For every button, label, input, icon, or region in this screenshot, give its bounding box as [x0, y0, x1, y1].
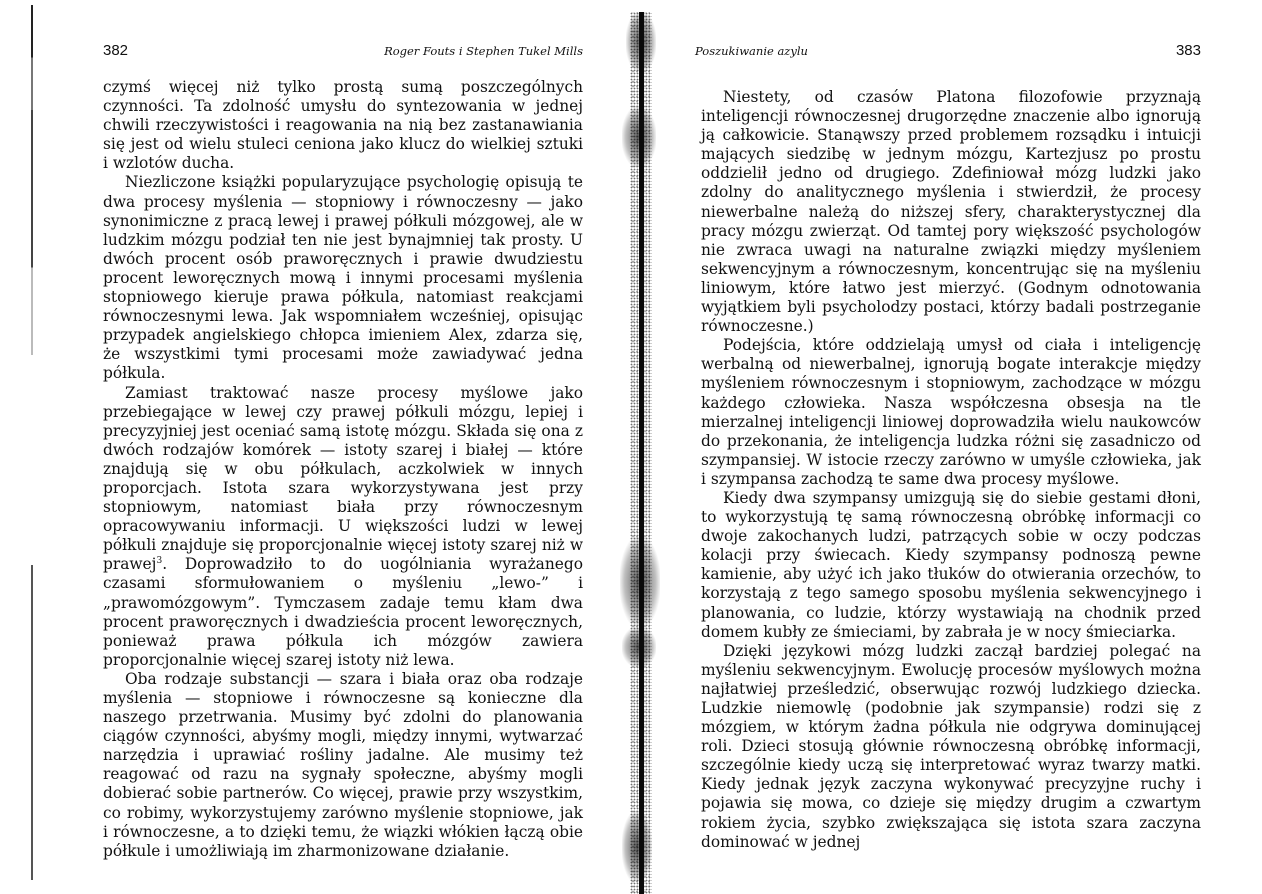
- scan-page-edge-line: [31, 5, 33, 880]
- paragraph: Niezliczone książki popularyzujące psychologię opisują te dwa procesy myślenia — stopniowy i równoczesny — jako synonimiczne z pracą lewej i prawej półkuli mózgowej, ale w ludzkim mózgu podział ten nie jest bynajmniej tak prosty. U dwóch procent osób praworęcznych i prawie dwudziestu procent leworęcznych mową i innymi procesami myślenia stopniowego kieruje prawa półkula, natomiast reakcjami równoczesnymi lewa. Jak wspomniałem wcześniej, opisując przypadek angielskiego chłopca imieniem Alex, zdarza się, że wszystkimi tymi procesami może zawiadywać jedna półkula.: [103, 173, 583, 383]
- paragraph: Dzięki językowi mózg ludzki zaczął bardziej polegać na myśleniu sekwencyjnym. Ewolucję procesów myślowych można najłatwiej prześledzić, obserwując rozwój ludzkiego dziecka. Ludzkie niemowlę (podobnie jak szympansie) rodzi się z mózgiem, w którym żadna półkula nie odgrywa dominującej roli. Dzieci stosują głównie równoczesną obróbkę informacji, szczególnie kiedy uczą się interpretować wyraz twarzy matki. Kiedy jednak język zaczyna wykonywać precyzyjne ruchy i pojawia się mowa, co dzieje się między drugim a czwartym rokiem życia, szybko zwiększająca się istota szara zaczyna dominować w jednej: [701, 641, 1201, 851]
- left-running-head: [103, 42, 583, 62]
- book-spine-scan-shadow: [626, 12, 656, 894]
- paragraph: Niestety, od czasów Platona filozofowie przyznają inteligencji równoczesnej drugorzędne znaczenie albo ignorują ją całkowicie. Stanąwszy przed problemem rozsądku i intuicji mających siedzibę w jednym mózgu, Kartezjusz po prostu oddzielił jedno od drugiego. Zdefiniował mózg ludzki jako zdolny do analitycznego myślenia i stwierdził, że procesy niewerbalne należą do niższej sfery, charakterystycznej dla pracy mózgu zwierząt. Od tamtej pory większość psychologów nie zwraca uwagi na naturalne związki między myśleniem sekwencyjnym a równoczesnym, koncentrując się na myśleniu liniowym, które łatwo jest mierzyć. (Godnym odnotowania wyjątkiem byli psycholodzy postaci, którzy badali postrzeganie równoczesne.): [701, 88, 1201, 336]
- paragraph: [103, 384, 583, 670]
- right-running-head: [695, 42, 1201, 62]
- spine-core: [639, 12, 644, 894]
- paragraph: Podejścia, które oddzielają umysł od ciała i inteligencję werbalną od niewerbalnej, ignorują bogate interakcje między myśleniem równoczesnym i stopniowym, zachodzące w mózgu każdego człowieka. Nasza współczesna obsesja na tle mierzalnej inteligencji liniowej doprowadziła wielu naukowców do przekonania, że inteligencja ludzka różni się zasadniczo od szympansiej. W istocie rzeczy zarówno w umyśle człowieka, jak i szympansa zachodzą te same dwa procesy myślowe.: [701, 336, 1201, 488]
- running-head-chapter: Poszukiwanie azylu: [695, 44, 808, 58]
- page-number: 383: [1175, 42, 1201, 59]
- right-page-body: [701, 88, 1201, 852]
- paragraph-text: Zamiast traktować nasze procesy myślowe jako przebiegające w lewej czy prawej półkuli mózgu, lepiej i precyzyjniej jest oceniać samą istotę mózgu. Składa się ona z dwóch rodzajów komórek — istoty szarej i białej — które znajdują się w obu półkulach, aczkolwiek w innych proporcjach. Istota szara wykorzystywana jest przy stopniowym, natomiast biała przy równoczesnym opracowywaniu informacji. U większości ludzi w lewej półkuli znajduje się proporcjonalnie więcej istoty szarej niż w prawej: [103, 383, 583, 574]
- running-head-author: Roger Fouts i Stephen Tukel Mills: [384, 44, 583, 58]
- paragraph: Kiedy dwa szympansy umizgują się do siebie gestami dłoni, to wykorzystują tę samą równoczesną obróbkę informacji co dwoje zakochanych ludzi, patrzących sobie w oczy podczas kolacji przy świecach. Kiedy szympansy podnoszą pewne kamienie, aby użyć ich jako tłuków do otwierania orzechów, to korzystają z tego samego sposobu myślenia sekwencyjnego i planowania, co ludzie, którzy wystawiają na chodnik przed domem kubły ze śmieciami, by zabrała je w nocy śmieciarka.: [701, 488, 1201, 641]
- paragraph-text: . Doprowadziło to do uogólniania wyrażanego czasami sformułowaniem o myśleniu „lewo-” i „prawomózgowym”. Tymczasem zadaje temu kłam dwa procent praworęcznych i dwadzieścia procent leworęcznych, ponieważ prawa półkula ich mózgów zawiera proporcjonalnie więcej szarej istoty niż lewa.: [103, 555, 583, 669]
- paragraph: czymś więcej niż tylko prostą sumą poszczególnych czynności. Ta zdolność umysłu do syntezowania w jednej chwili rzeczywistości i reagowania na nią bez zastanawiania się jest od wielu stuleci ceniona jako klucz do wielkiej sztuki i wzlotów ducha.: [103, 78, 583, 173]
- left-page-body: [103, 78, 583, 861]
- footnote-reference[interactable]: 3: [156, 556, 163, 567]
- page-number: 382: [103, 42, 129, 59]
- paragraph: Oba rodzaje substancji — szara i biała oraz oba rodzaje myślenia — stopniowe i równoczesne są konieczne dla naszego przetrwania. Musimy być zdolni do planowania ciągów czynności, abyśmy mogli, między innymi, wytwarzać narzędzia i uprawiać rośliny jadalne. Ale musimy też reagować od razu na sygnały społeczne, abyśmy mogli dobierać sobie partnerów. Co więcej, prawie przy wszystkim, co robimy, wykorzystujemy zarówno myślenie stopniowe, jak i równoczesne, a to dzięki temu, że wiązki włókien łączą obie półkule i umożliwiają im zharmonizowane działanie.: [103, 669, 583, 860]
- spine-blob: [622, 812, 652, 882]
